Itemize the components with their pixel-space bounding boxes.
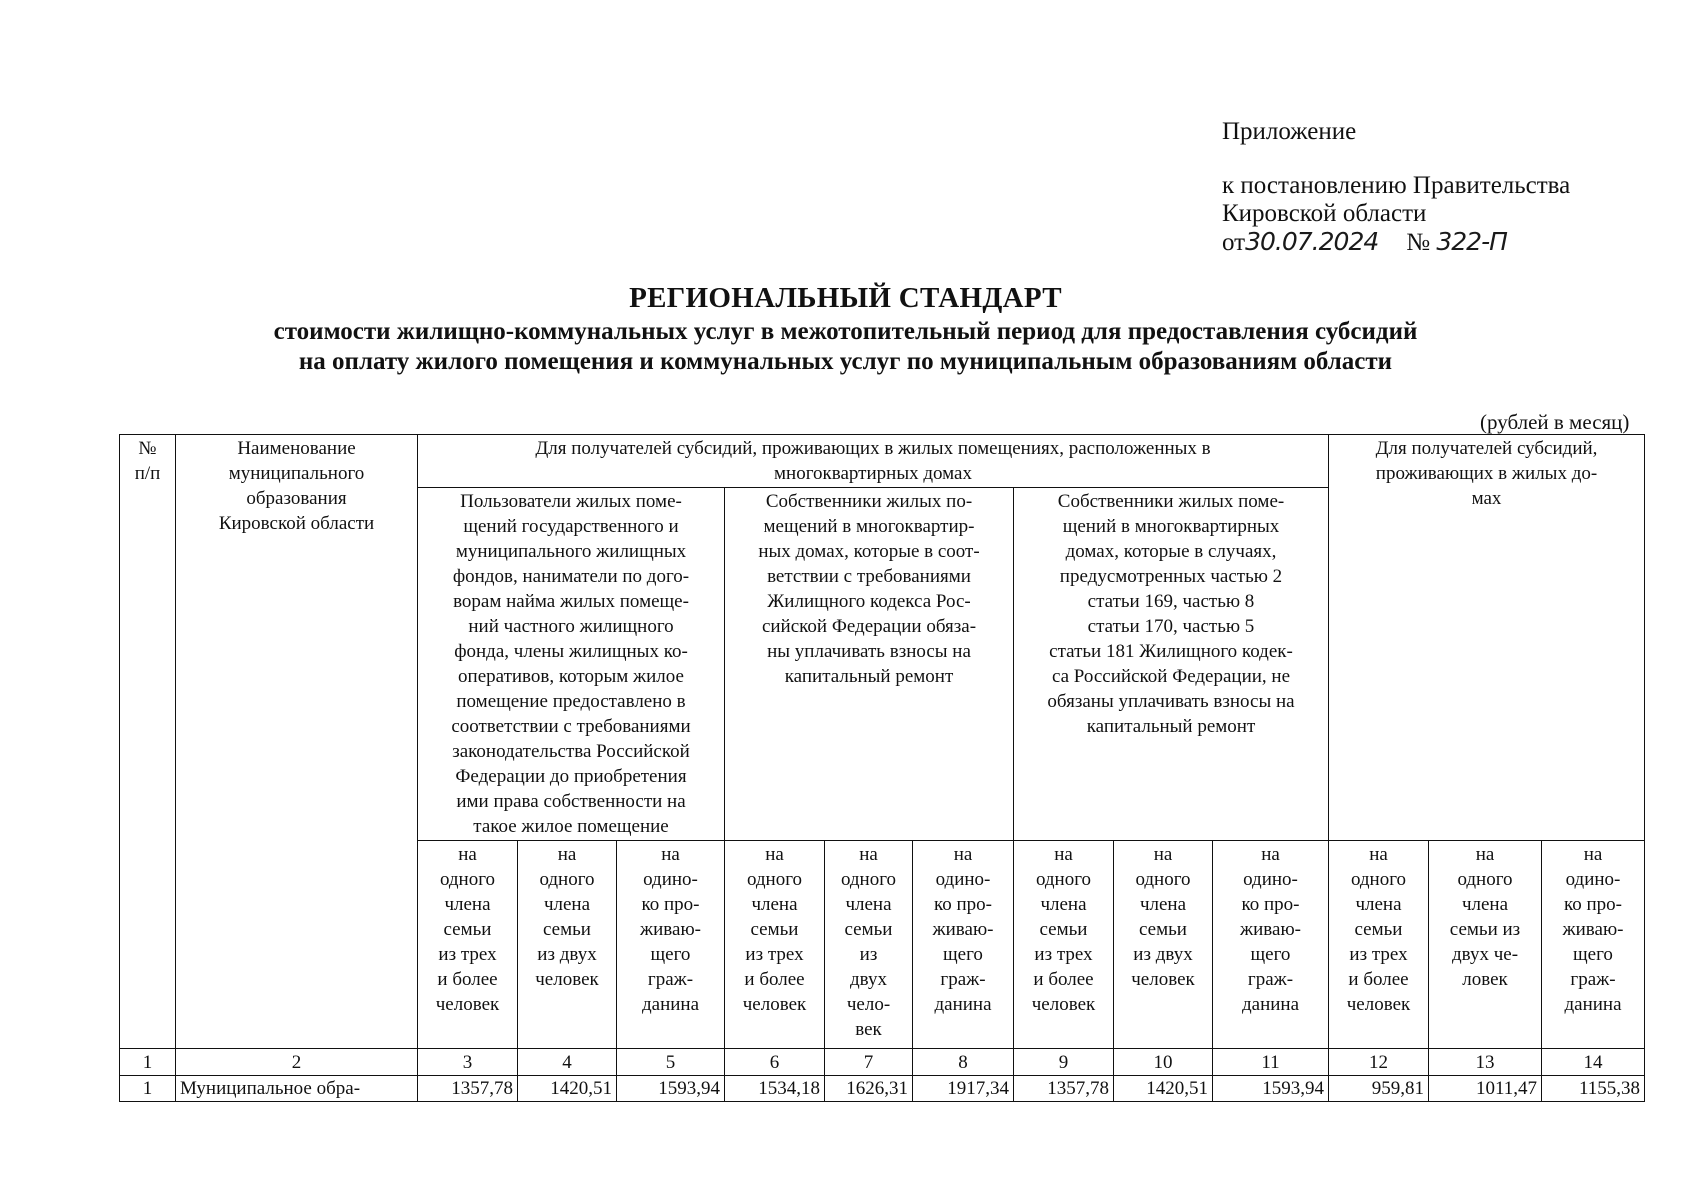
- subheader-cell: на одино- ко про- живаю- щего граж- данина: [913, 841, 1014, 1049]
- column-number: 12: [1329, 1049, 1429, 1076]
- header-group-users: Пользователи жилых поме- щений государственного и муниципального жилищных фондов, наниматели по дого- ворам найма жилых помеще- ний частного жилищного фонда, члены жилищных ко- оперативов, которым жилое помещение предоставлено в соответствии с требованиями законодательства Российской Федерации до приобретения ими права собственности на такое жилое помещение: [418, 488, 725, 841]
- appendix-resolution-line1: к постановлению Правительства: [1222, 172, 1571, 199]
- municipality-name-cell: Муниципальное обра-: [176, 1076, 418, 1102]
- subheader-cell: на одного члена семьи из трех и более человек: [418, 841, 518, 1049]
- appendix-spacer: [1222, 146, 1570, 172]
- column-number: 6: [725, 1049, 825, 1076]
- column-number: 13: [1429, 1049, 1542, 1076]
- subheader-cell: на одного члена семьи из трех и более человек: [725, 841, 825, 1049]
- subheader-cell: на одного члена семьи из двух че- ловек: [1429, 841, 1542, 1049]
- standard-table: [119, 434, 1645, 1102]
- date-prefix: от: [1222, 229, 1246, 256]
- value-cell: 1593,94: [1213, 1076, 1329, 1102]
- value-cell: 1626,31: [825, 1076, 913, 1102]
- value-cell: 1534,18: [725, 1076, 825, 1102]
- subheader-cell: на одного члена семьи из двух человек: [518, 841, 617, 1049]
- header-group-owners-nopay: Собственники жилых поме- щений в многоквартирных домах, которые в случаях, предусмотренных частью 2 статьи 169, частью 8 статьи 170, частью 5 статьи 181 Жилищного кодек- са Российской Федерации, не обязаны уплачивать взносы на капитальный ремонт: [1014, 488, 1329, 841]
- handwritten-number: 322-П: [1436, 227, 1507, 256]
- subheader-cell: на одного члена семьи из двух человек: [1114, 841, 1213, 1049]
- header-group-owners-pay: Собственники жилых по- мещений в многоквартир- ных домах, которые в соот- ветствии с требованиями Жилищного кодекса Рос- сийской Федерации обяза- ны уплачивать взносы на капитальный ремонт: [725, 488, 1014, 841]
- document-subtitle-line1: стоимости жилищно-коммунальных услуг в межотопительный период для предоставления субсидий: [273, 318, 1418, 345]
- column-number: 8: [913, 1049, 1014, 1076]
- subheader-cell: на одного члена семьи из трех и более человек: [1329, 841, 1429, 1049]
- subheader-cell: на одино- ко про- живаю- щего граж- данина: [1213, 841, 1329, 1049]
- header-row-1: [120, 435, 1645, 488]
- column-number: 14: [1542, 1049, 1645, 1076]
- column-number: 2: [176, 1049, 418, 1076]
- document-title: РЕГИОНАЛЬНЫЙ СТАНДАРТ: [629, 282, 1062, 314]
- value-cell: 1917,34: [913, 1076, 1014, 1102]
- column-number: 4: [518, 1049, 617, 1076]
- value-cell: 1420,51: [518, 1076, 617, 1102]
- header-name: Наименование муниципального образования Кировской области: [176, 435, 418, 1049]
- subheader-cell: на одного члена семьи из трех и более человек: [1014, 841, 1114, 1049]
- header-apartments: Для получателей субсидий, проживающих в жилых помещениях, расположенных в многоквартирных домах: [418, 435, 1329, 488]
- column-number: 3: [418, 1049, 518, 1076]
- header-num: № п/п: [120, 435, 176, 1049]
- appendix-title: Приложение: [1222, 118, 1357, 145]
- handwritten-date: 30.07.2024: [1245, 227, 1379, 256]
- subheader-cell: на одного члена семьи из двух чело- век: [825, 841, 913, 1049]
- row-number-cell: 1: [120, 1076, 176, 1102]
- appendix-date-number: [1222, 228, 1570, 257]
- value-cell: 1155,38: [1542, 1076, 1645, 1102]
- header-houses: Для получателей субсидий, проживающих в жилых до- мах: [1329, 435, 1645, 841]
- column-number: 9: [1014, 1049, 1114, 1076]
- column-number: 1: [120, 1049, 176, 1076]
- appendix-block: [1222, 118, 1570, 257]
- value-cell: 959,81: [1329, 1076, 1429, 1102]
- units-note: (рублей в месяц): [1480, 410, 1630, 434]
- column-number: 11: [1213, 1049, 1329, 1076]
- document-subtitle-line2: на оплату жилого помещения и коммунальных услуг по муниципальным образованиям области: [298, 348, 1393, 375]
- column-number: 5: [617, 1049, 725, 1076]
- value-cell: 1420,51: [1114, 1076, 1213, 1102]
- number-prefix: №: [1406, 229, 1431, 256]
- appendix-resolution-line2: Кировской области: [1222, 200, 1427, 227]
- subheader-cell: на одино- ко про- живаю- щего граж- данина: [1542, 841, 1645, 1049]
- column-number: 10: [1114, 1049, 1213, 1076]
- value-cell: 1357,78: [418, 1076, 518, 1102]
- subheader-cell: на одино- ко про- живаю- щего граж- данина: [617, 841, 725, 1049]
- column-number-row: [120, 1049, 1645, 1076]
- value-cell: 1357,78: [1014, 1076, 1114, 1102]
- value-cell: 1593,94: [617, 1076, 725, 1102]
- column-number: 7: [825, 1049, 913, 1076]
- value-cell: 1011,47: [1429, 1076, 1542, 1102]
- table-row: [120, 1076, 1645, 1102]
